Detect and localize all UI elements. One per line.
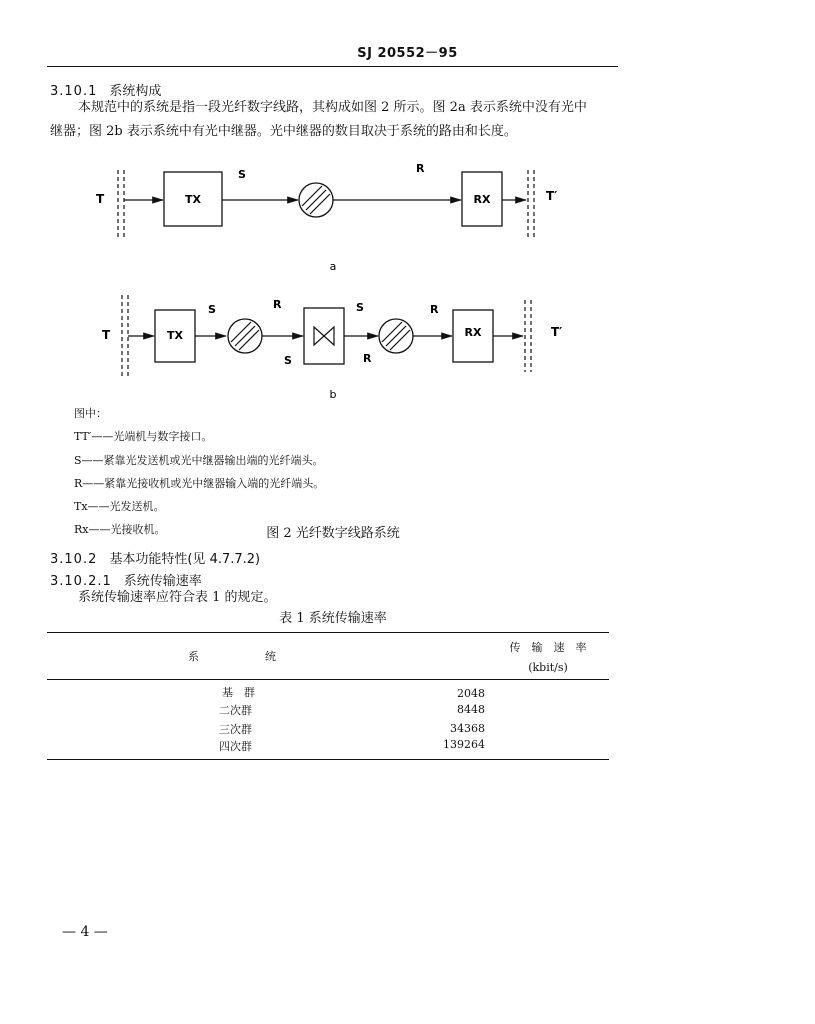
fiber-cable-icon (299, 183, 333, 217)
legend-item: Rx——光接收机。 (74, 523, 166, 536)
legend-item: TT′——光端机与数字接口。 (74, 430, 213, 443)
rate-cell: 2048 (457, 687, 485, 700)
transmitter-label: TX (167, 329, 183, 342)
page-number: — 4 — (62, 924, 108, 940)
rate-header-unit: (kbit/s) (528, 660, 568, 674)
s-point-label-2: S (284, 354, 292, 367)
table-row (47, 738, 609, 760)
figure-2a-diagram (0, 155, 815, 280)
figure-2b-caption: b (329, 388, 337, 401)
rate-cell: 139264 (443, 738, 485, 751)
receiver-label: RX (473, 193, 491, 206)
interface-boundary-right (525, 300, 531, 372)
repeater-icon (314, 327, 334, 345)
table-row (47, 700, 609, 719)
system-column-header: 系 统 (188, 650, 276, 663)
r-point-label-3: R (430, 303, 439, 316)
table-header-row (47, 633, 609, 680)
s-point-label: S (238, 168, 246, 181)
system-cell: 二次群 (219, 703, 252, 717)
paragraph-line-2: 继器；图 2b 表示系统中有光中继器。光中继器的数目取决于系统的路由和长度。 (50, 124, 517, 139)
interface-boundary-left (118, 170, 124, 240)
r-point-label-1: R (273, 298, 282, 311)
interface-boundary-left (122, 295, 128, 378)
header-rule (47, 66, 618, 67)
table-row (47, 719, 609, 738)
section-number: 3.10.2 (50, 552, 98, 567)
figure-2a-caption: a (329, 260, 337, 273)
table-row (47, 680, 609, 701)
figure-2-caption: 图 2 光纤数字线路系统 (266, 526, 400, 541)
system-cell: 三次群 (219, 722, 252, 736)
fiber-cable-icon-1 (228, 319, 262, 353)
legend-intro: 图中： (74, 407, 107, 420)
system-cell: 四次群 (219, 740, 252, 753)
section-title: 系统构成 (109, 84, 162, 99)
r-point-label: R (416, 162, 425, 175)
interface-boundary-right (528, 170, 534, 240)
figure-2b-diagram (0, 285, 815, 405)
rate-column-header (417, 633, 609, 680)
section-title: 系统传输速率 (123, 574, 202, 589)
table-1-caption: 表 1 系统传输速率 (279, 611, 387, 626)
rate-cell: 8448 (457, 703, 485, 716)
transmitter-label: TX (185, 193, 201, 206)
terminal-t-label: T (96, 192, 105, 206)
terminal-t-label: T (102, 328, 111, 342)
paragraph-line-1: 本规范中的系统是指一段光纤数字线路，其构成如图 2 所示。图 2a 表示系统中没有光中 (78, 100, 587, 115)
fiber-cable-icon-2 (379, 319, 413, 353)
s-point-label-1: S (208, 303, 216, 316)
legend-item: S——紧靠光发送机或光中继器输出端的光纤端头。 (74, 454, 324, 467)
s-point-label-3: S (356, 301, 364, 314)
system-cell: 基 群 (222, 686, 255, 699)
legend-item: Tx——光发送机。 (74, 500, 165, 513)
section-3-10-2-heading (50, 548, 260, 567)
transmission-rate-table (47, 632, 609, 760)
section-number: 3.10.2.1 (50, 574, 112, 589)
receiver-label: RX (464, 326, 482, 339)
rate-cell: 34368 (450, 722, 485, 735)
document-code-header: SJ 20552－95 (357, 46, 458, 61)
terminal-t-prime-label: T′ (551, 325, 563, 339)
section-title: 基本功能特性(见 4.7.7.2) (109, 552, 261, 567)
rate-paragraph: 系统传输速率应符合表 1 的规定。 (78, 590, 277, 605)
legend-item: R——紧靠光接收机或光中继器输入端的光纤端头。 (74, 477, 325, 490)
rate-header-label: 传 输 速 率 (509, 640, 587, 654)
section-number: 3.10.1 (50, 84, 98, 99)
r-point-label-2: R (363, 352, 372, 365)
terminal-t-prime-label: T′ (546, 189, 558, 203)
